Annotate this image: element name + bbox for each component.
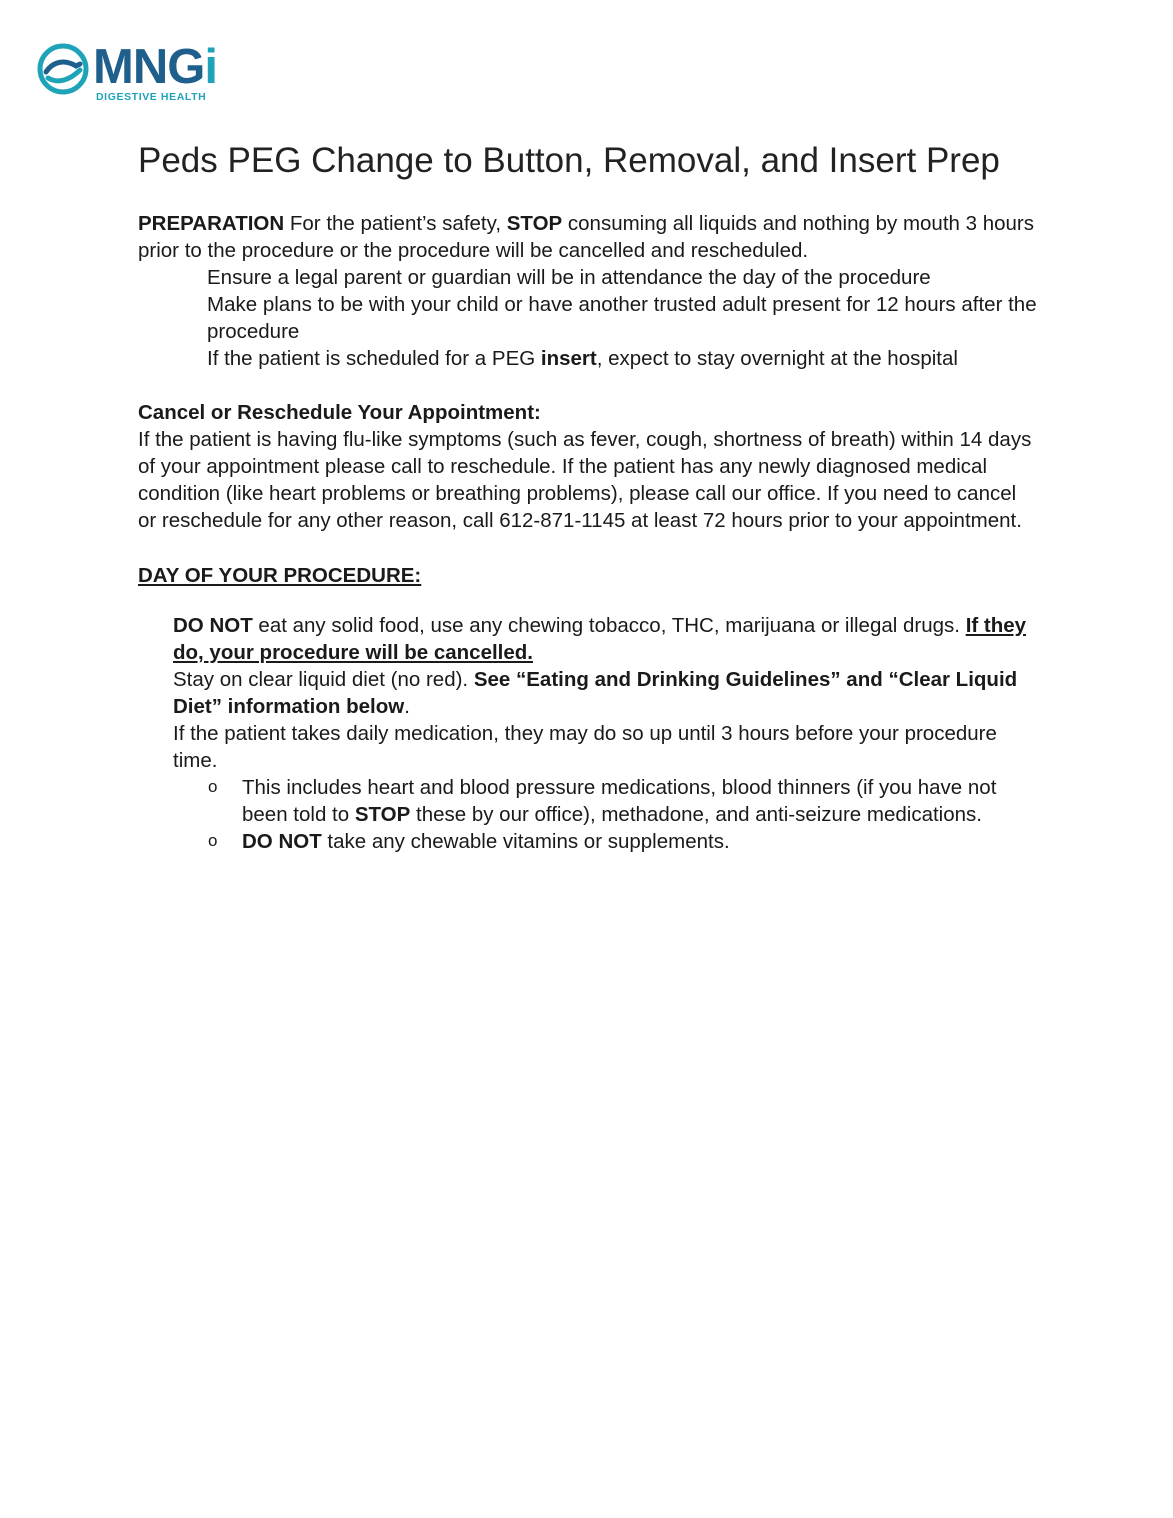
sub-bullet-icon: o [208,777,218,796]
list-item-text: Make plans to be with your child or have another trusted adult present for 12 hours after the procedure [207,293,1037,343]
list-item-bold: STOP [354,803,411,826]
logo-subtitle: DIGESTIVE HEALTH [96,91,207,103]
list-item-bold: DO NOT [242,830,322,853]
list-item-bold: insert [540,347,597,370]
list-item-text: take any chewable vitamins or supplements. [321,830,730,853]
list-item [138,345,1038,372]
list-item-bold: See “Eating and Drinking Guidelines” and “Clear Liquid Diet” information below [173,668,1018,718]
list-item [138,774,1038,828]
list-item-text: . [404,695,410,718]
list-item-text: If the patient takes daily medication, they may do so up until 3 hours before your procedure time. [173,722,997,772]
medication-sub-list [138,774,1038,855]
list-item [138,264,1038,291]
logo-wordmark [93,41,217,93]
list-item-text: This includes heart and blood pressure medications, blood thinners (if you have not been told to [242,776,997,826]
preparation-list [138,264,1038,372]
preparation-paragraph [138,210,1038,264]
preparation-label: PREPARATION [138,212,285,235]
list-item-text: Ensure a legal parent or guardian will be in attendance the day of the procedure [207,266,931,289]
list-item-text: If the patient is scheduled for a PEG [207,347,541,370]
mngi-logo [36,40,246,106]
cancel-warning: If they do, your procedure will be cancelled. [173,614,1027,664]
list-item-bold: DO NOT [173,614,253,637]
list-item-text: these by our office), methadone, and anti-seizure medications. [410,803,982,826]
page-title: Peds PEG Change to Button, Removal, and Insert Prep [138,141,1000,180]
day-heading: DAY OF YOUR PROCEDURE: [138,564,422,587]
logo-word-main: MNG [93,40,205,94]
preparation-text-1: For the patient’s safety, [284,212,507,235]
list-item [138,828,1038,855]
day-of-procedure-section [138,562,1038,855]
list-item [138,612,1038,666]
list-item-text: , expect to stay overnight at the hospital [596,347,958,370]
list-item [138,720,1038,774]
day-list [138,612,1038,774]
sub-bullet-icon: o [208,831,218,850]
cancel-heading: Cancel or Reschedule Your Appointment: [138,401,541,424]
list-item-text: Stay on clear liquid diet (no red). [173,668,474,691]
list-item [138,291,1038,345]
cancel-section [138,399,1038,534]
hands-circle-icon [36,42,90,96]
preparation-text-2: consuming all liquids and nothing by mouth 3 hours prior to the procedure or the procedure will be cancelled and rescheduled. [138,212,1034,262]
preparation-stop: STOP [506,212,563,235]
list-item [138,666,1038,720]
logo-word-accent: i [204,40,217,94]
list-item-text: eat any solid food, use any chewing tobacco, THC, marijuana or illegal drugs. [252,614,966,637]
cancel-text: If the patient is having flu-like symptoms (such as fever, cough, shortness of breath) within 14 days of your appointment please call to reschedule. If the patient has any newly diagnosed medical condition (like heart problems or breathing problems), please call our office. If you need to cancel or reschedule for any other reason, call 612-871-1145 at least 72 hours prior to your appointment. [138,428,1032,532]
document-body [138,138,1038,855]
